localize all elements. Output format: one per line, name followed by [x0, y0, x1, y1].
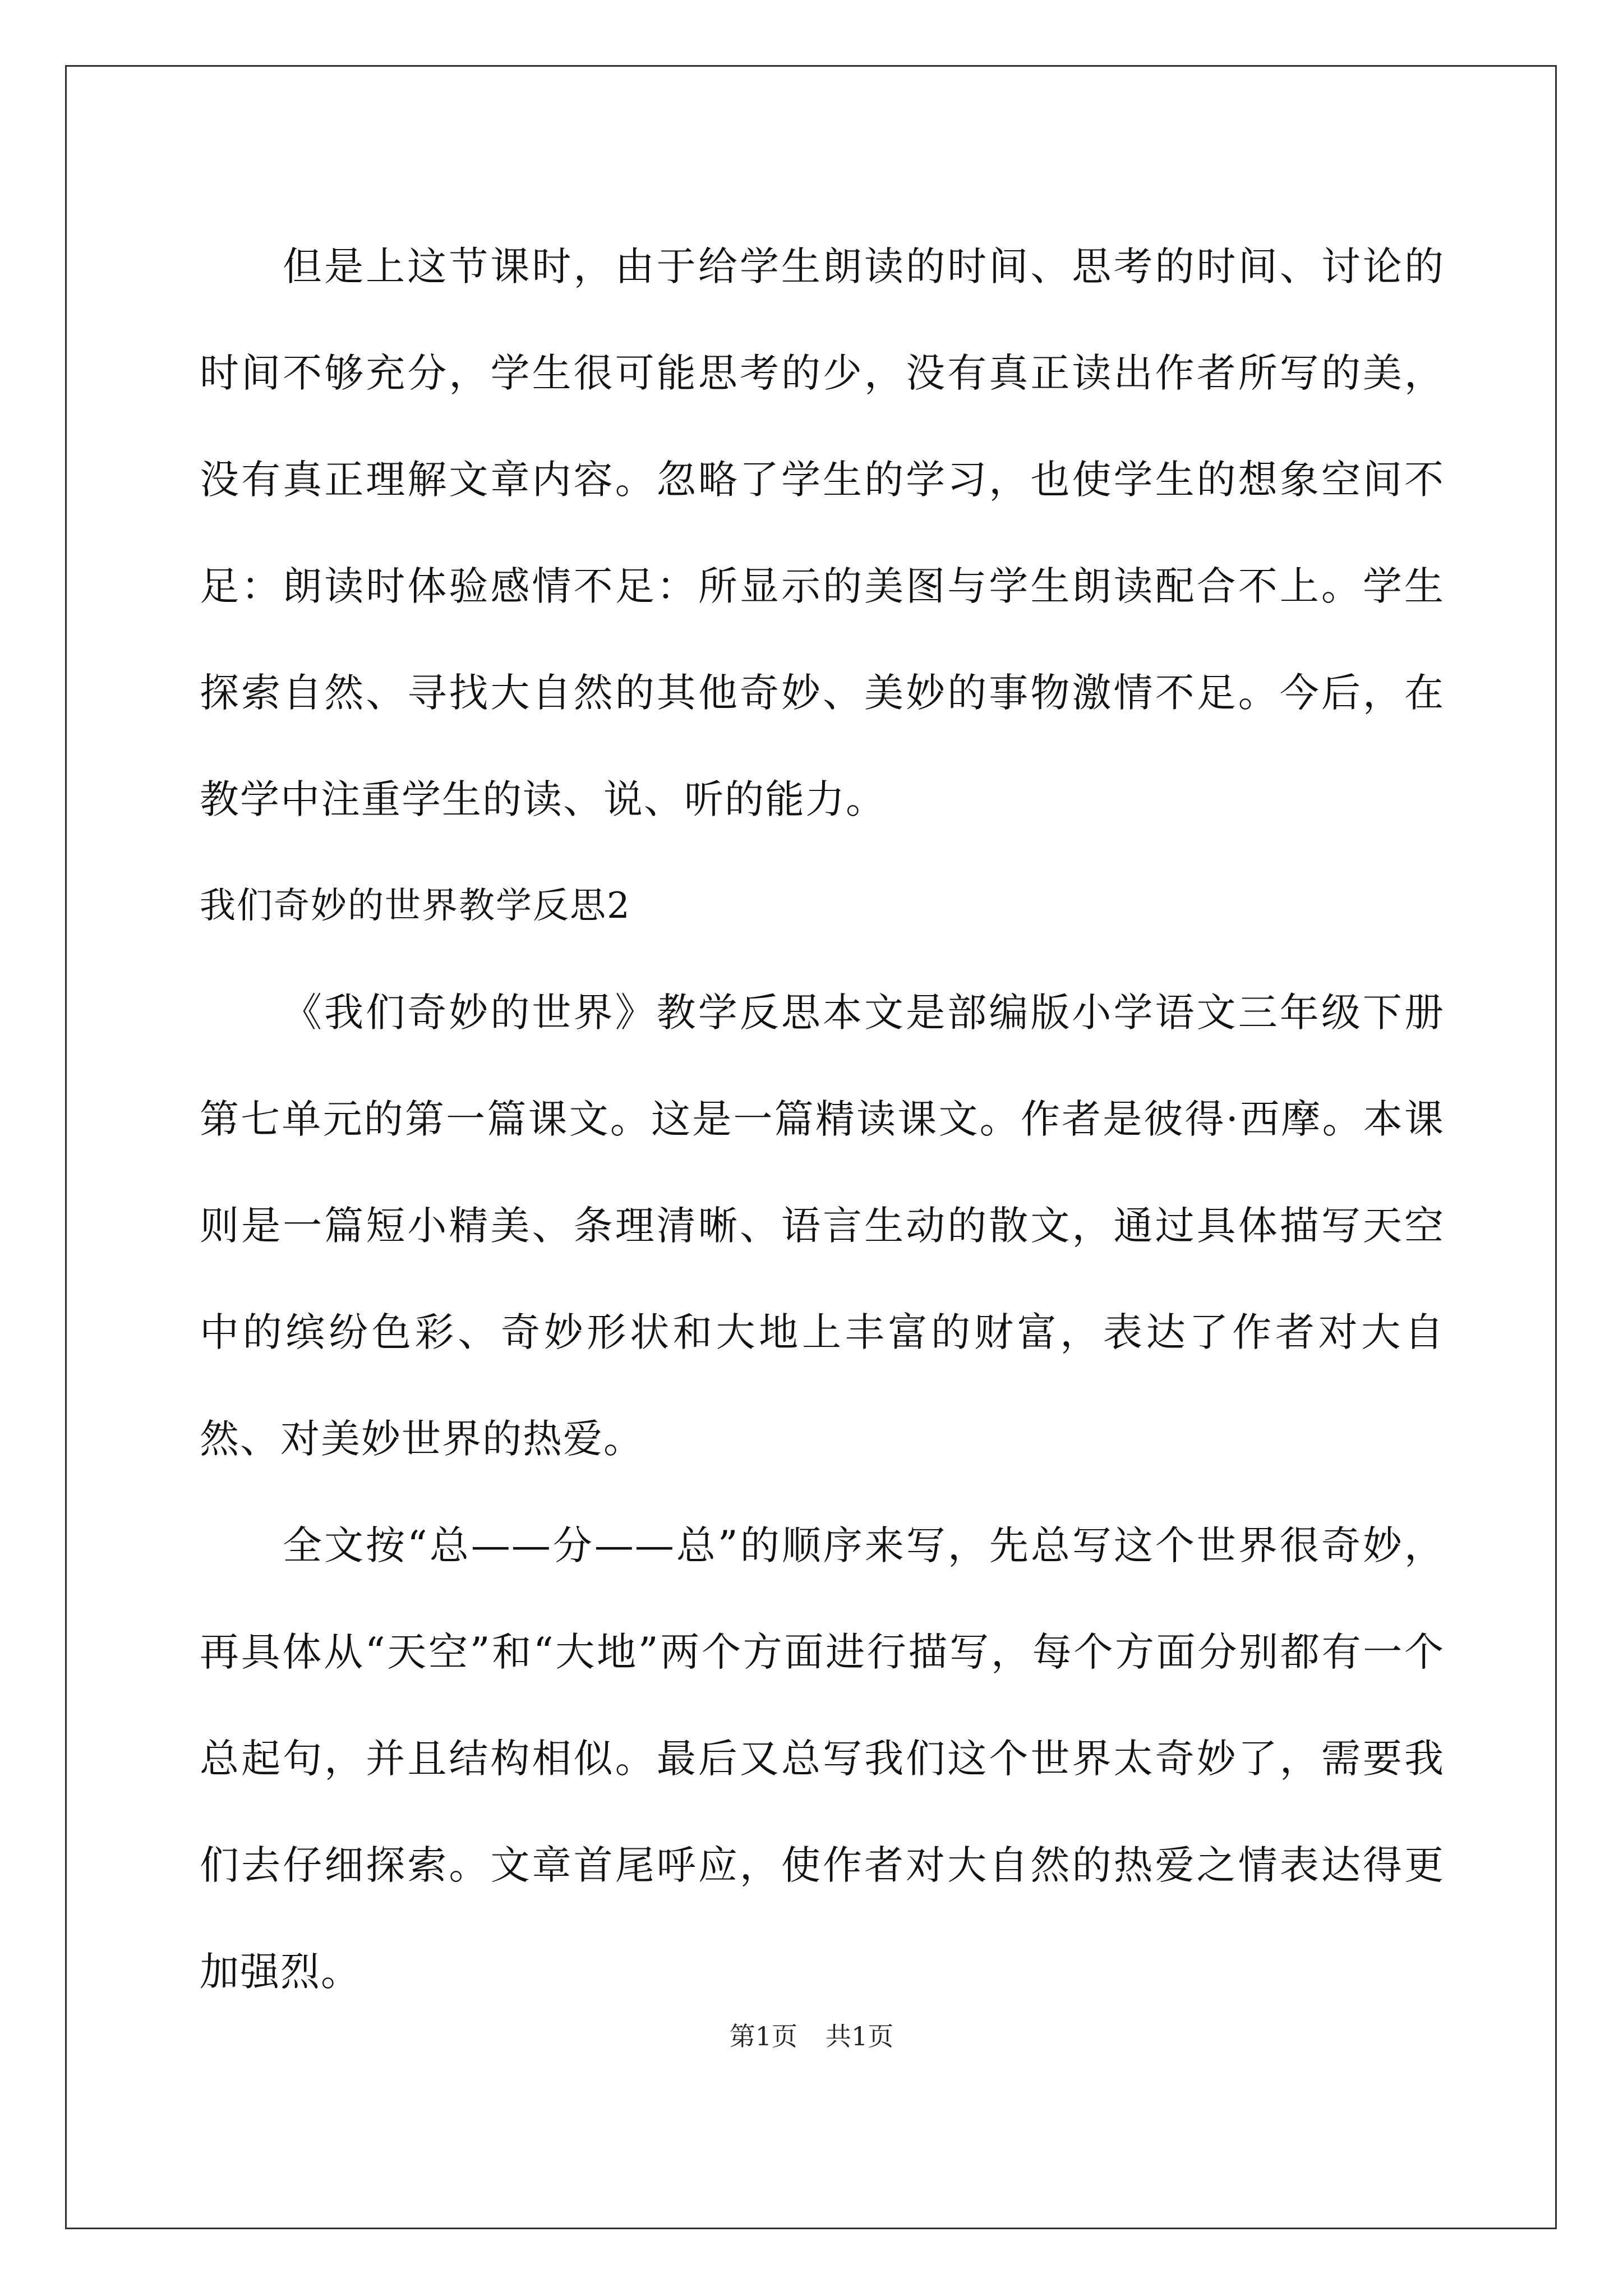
paragraph-reflection-end: 但是上这节课时，由于给学生朗读的时间、思考的时间、讨论的时间不够充分，学生很可能思考的少，没有真正读出作者所写的美，没有真正理解文章内容。忽略了学生的学习，也使学生的想象空间不足：朗读时体验感情不足：所显示的美图与学生朗读配合不上。学生探索自然、寻找大自然的其他奇妙、美妙的事物激情不足。今后，在教学中注重学生的读、说、听的能力。 — [200, 243, 1445, 822]
document-body — [200, 213, 1445, 2025]
paragraph-intro: 《我们奇妙的世界》教学反思本文是部编版小学语文三年级下册第七单元的第一篇课文。这是一篇精读课文。作者是彼得·西摩。本课则是一篇短小精美、条理清晰、语言生动的散文，通过具体描写天空中的缤纷色彩、奇妙形状和大地上丰富的财富，表达了作者对大自然、对美妙世界的热爱。 — [200, 990, 1445, 1462]
section-heading: 我们奇妙的世界教学反思2 — [200, 885, 631, 927]
page-count: 共1页 — [826, 2021, 894, 2051]
page-number: 第1页 — [729, 2021, 797, 2051]
page-footer — [0, 2019, 1623, 2053]
paragraph-structure: 全文按“总——分——总”的顺序来写，先总写这个世界很奇妙，再具体从“天空”和“大地”两个方面进行描写，每个方面分别都有一个总起句，并且结构相似。最后又总写我们这个世界太奇妙了，需要我们去仔细探索。文章首尾呼应，使作者对大自然的热爱之情表达得更加强烈。 — [200, 1522, 1445, 1995]
